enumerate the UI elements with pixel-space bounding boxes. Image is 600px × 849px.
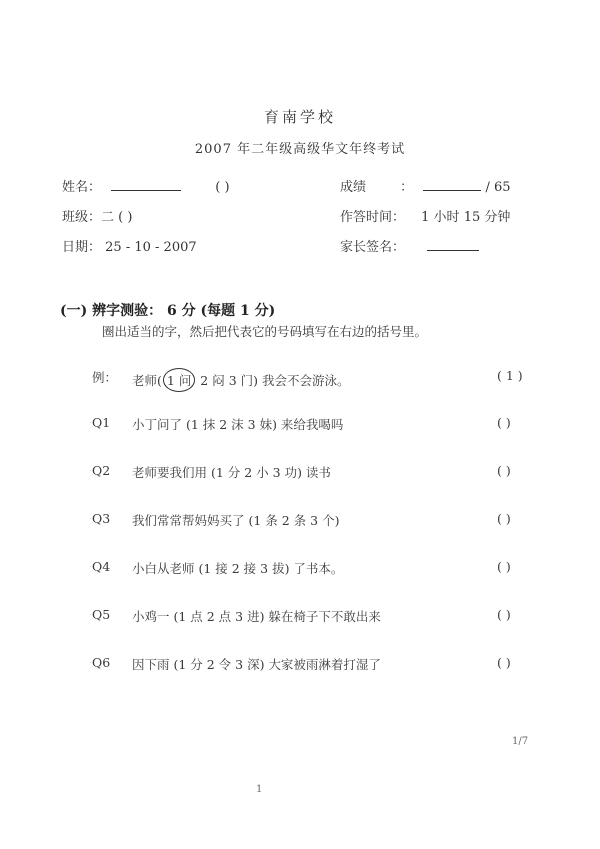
example-label: 例： — [92, 370, 118, 385]
question-number: Q4 — [92, 559, 111, 574]
score-label: 成绩 — [340, 180, 367, 195]
example-answer: ( 1 ) — [497, 368, 523, 383]
question-row — [92, 463, 542, 483]
answer-paren[interactable]: ( ) — [497, 511, 511, 526]
question-row — [92, 559, 542, 579]
answer-paren[interactable]: ( ) — [497, 655, 511, 670]
date-value: 25 - 10 - 2007 — [105, 240, 197, 255]
answer-paren[interactable]: ( ) — [497, 415, 511, 430]
example-row — [92, 368, 542, 392]
time-value: 1 小时 15 分钟 — [421, 210, 511, 225]
signature-label: 家长签名： — [340, 240, 406, 255]
signature-blank — [427, 238, 479, 251]
score-blank — [423, 178, 481, 191]
question-number: Q5 — [92, 607, 111, 622]
name-blank — [111, 178, 181, 191]
answer-paren[interactable]: ( ) — [497, 559, 511, 574]
question-text: 老师要我们用 (1 分 2 小 3 功) 读书 — [132, 465, 331, 480]
score-colon: ： — [400, 180, 414, 195]
question-text: 小丁问了 (1 抹 2 沫 3 妹) 来给我喝吗 — [132, 417, 344, 432]
date-row — [62, 236, 197, 255]
question-text: 因下雨 (1 分 2 令 3 深) 大家被雨淋着打湿了 — [132, 657, 381, 672]
question-row — [92, 511, 542, 531]
question-row — [92, 607, 542, 627]
question-text: 我们常常帮妈妈买了 (1 条 2 条 3 个) — [132, 513, 340, 528]
question-row — [92, 655, 542, 675]
section-title: (一) 辨字测验： 6 分 (每题 1 分) — [60, 303, 276, 319]
example-text-before: 老师( — [132, 373, 162, 388]
example-text-after: 2 闷 3 门) 我会不会游泳。 — [196, 373, 350, 388]
time-row — [340, 206, 510, 225]
page-number-center: 1 — [256, 784, 263, 795]
question-number: Q2 — [92, 463, 111, 478]
question-text: 小白从老师 (1 接 2 接 3 拔) 了书本。 — [132, 561, 344, 576]
signature-row — [340, 236, 479, 255]
date-label: 日期： — [62, 240, 102, 255]
question-number: Q3 — [92, 511, 111, 526]
score-row — [340, 176, 511, 195]
name-row — [62, 176, 230, 195]
school-name: 育南学校 — [263, 108, 336, 126]
question-number: Q1 — [92, 415, 111, 430]
question-row — [92, 415, 542, 435]
example-text — [132, 368, 349, 392]
class-label: 班级：二 ( ) — [62, 210, 133, 225]
question-text: 小鸡一 (1 点 2 点 3 进) 躲在椅子下不敢出来 — [132, 609, 381, 624]
section-instruction: 圈出适当的字，然后把代表它的号码填写在右边的括号里。 — [102, 324, 428, 339]
question-list — [92, 415, 542, 675]
score-total: / 65 — [485, 180, 511, 195]
name-paren: ( ) — [215, 180, 230, 195]
example-circled-choice: 1 问 — [163, 368, 195, 392]
class-row — [62, 206, 132, 225]
page-number-corner: 1/7 — [512, 736, 529, 747]
answer-paren[interactable]: ( ) — [497, 607, 511, 622]
question-number: Q6 — [92, 655, 111, 670]
answer-paren[interactable]: ( ) — [497, 463, 511, 478]
name-label: 姓名： — [62, 180, 102, 195]
time-label: 作答时间： — [340, 210, 406, 225]
exam-title: 2007 年二年级高级华文年终考试 — [194, 142, 406, 157]
